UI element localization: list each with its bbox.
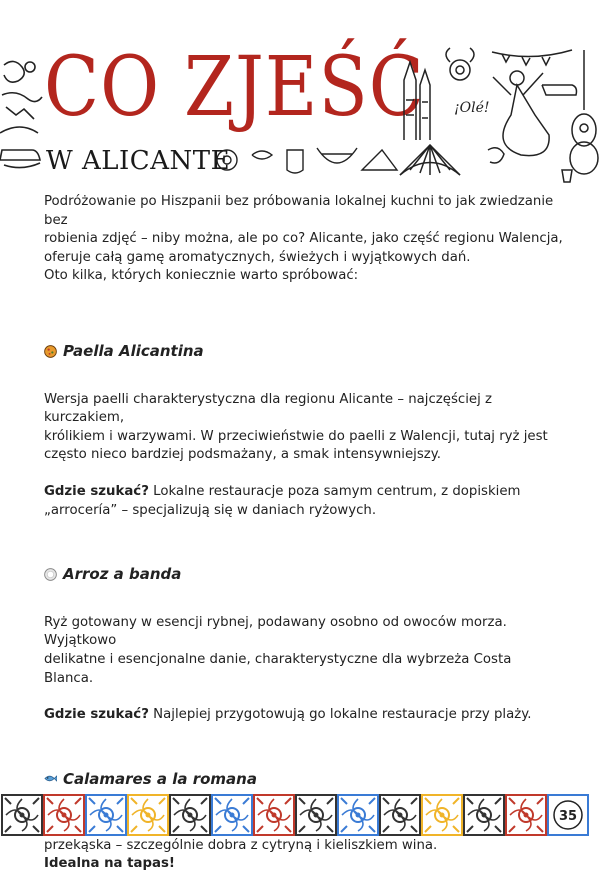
tile-icon (506, 795, 546, 835)
fish-icon (44, 772, 57, 785)
tile-icon (296, 795, 336, 835)
tile-icon (128, 795, 168, 835)
tile-icon (338, 795, 378, 835)
dish-description (44, 391, 564, 465)
where-to-find (44, 706, 564, 725)
tile-icon (2, 795, 42, 835)
where-label: Gdzie szukać? (44, 707, 149, 723)
desc-line: przekąska – szczególnie dobra z cytryną i kieliszkiem wina. (44, 837, 438, 853)
intro-line: Podróżowanie po Hiszpanii bez próbowania lokalnej kuchni to jak zwiedzanie bez (44, 194, 554, 228)
tile-icon (464, 795, 504, 835)
desc-line: Wersja paelli charakterystyczna dla regionu Alicante – najczęściej z kurczakiem, (44, 391, 492, 426)
left-doodles-icon (0, 55, 44, 185)
dish-name: Paella Alicantina (63, 341, 204, 360)
small-doodles-icon (212, 140, 402, 180)
article-content (44, 193, 564, 874)
desc-line: delikatne i esencjonalne danie, charakterystyczne dla wybrzeża Costa Blanca. (44, 651, 512, 686)
where-to-find (44, 483, 564, 520)
tile-icon (44, 795, 84, 835)
intro-line: Oto kilka, których koniecznie warto spróbować: (44, 268, 359, 284)
tile-icon (380, 795, 420, 835)
page-title: CO ZJEŚĆ (44, 37, 425, 135)
azulejo-tile-border (0, 792, 600, 838)
dish-heading-calamares (44, 770, 564, 789)
intro-line: robienia zdjęć – niby można, ale po co? Alicante, jako część regionu Walencja, (44, 231, 563, 247)
rice-plate-icon (44, 568, 57, 581)
intro-line: oferuje całą gamę aromatycznych, świeżych i wyjątkowych dań. (44, 249, 471, 265)
dish-heading-arroz (44, 565, 564, 584)
desc-line: Ryż gotowany w esencji rybnej, podawany osobno od owoców morza. Wyjątkowo (44, 614, 507, 649)
intro-paragraph (44, 193, 564, 286)
paella-pan-icon (44, 345, 57, 358)
tile-icon (86, 795, 126, 835)
tile-icon (170, 795, 210, 835)
dish-description (44, 614, 564, 688)
where-text: Lokalne restauracje poza samym centrum, z dopiskiem (148, 483, 521, 499)
dish-name: Arroz a banda (63, 565, 182, 584)
desc-line: królikiem i warzywami. W przeciwieństwie do paelli z Walencji, tutaj ryż jest (44, 428, 548, 444)
tile-icon (254, 795, 294, 835)
tile-icon (548, 795, 588, 835)
spanish-doodles-icon (392, 40, 600, 185)
tapas-note: Idealna na tapas! (44, 856, 175, 872)
tile-icon (212, 795, 252, 835)
dish-heading-paella (44, 342, 564, 361)
dish-name: Calamares a la romana (63, 769, 257, 788)
header-banner (0, 0, 600, 185)
where-text: Najlepiej przygotowują go lokalne restauracje przy plaży. (148, 707, 532, 723)
desc-line: często nieco bardziej podsmażany, a smak intensywniejszy. (44, 447, 441, 463)
page-number: 35 (558, 809, 578, 824)
where-text: „arrocería” – specjalizują się w daniach ryżowych. (44, 502, 377, 518)
where-label: Gdzie szukać? (44, 483, 149, 499)
page-subtitle: W ALICANTE (46, 146, 231, 176)
ole-text: ¡Olé! (454, 100, 490, 116)
tile-icon (422, 795, 462, 835)
